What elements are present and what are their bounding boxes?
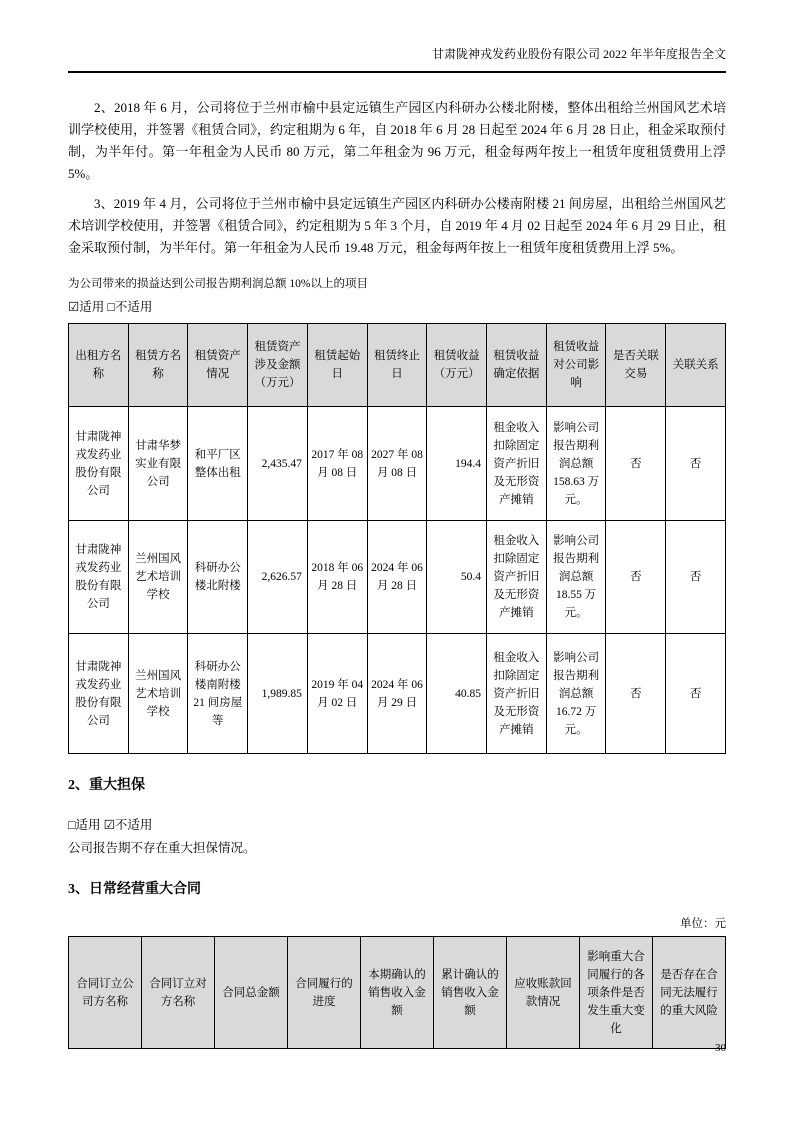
col-header-related-relation: 关联关系 xyxy=(666,324,726,407)
col-header-contract-progress: 合同履行的进度 xyxy=(288,937,361,1049)
contract-table xyxy=(68,936,726,1049)
cell-end-date: 2024 年 06 月 29 日 xyxy=(367,634,427,754)
cell-amount: 2,626.57 xyxy=(248,521,308,634)
col-header-contract-total: 合同总金额 xyxy=(215,937,288,1049)
col-header-receivables: 应收账款回款情况 xyxy=(507,937,580,1049)
col-header-asset-amount: 租赁资产涉及金额（万元） xyxy=(248,324,308,407)
cell-start-date: 2019 年 04 月 02 日 xyxy=(307,634,367,754)
profit-applicable-checkline: ☑适用 □不适用 xyxy=(68,300,153,314)
guarantee-applicable-checkline: □适用 ☑不适用 xyxy=(68,818,153,832)
cell-end-date: 2027 年 08 月 08 日 xyxy=(367,407,427,521)
cell-amount: 1,989.85 xyxy=(248,634,308,754)
cell-income-impact: 影响公司报告期利润总额 158.63 万元。 xyxy=(546,407,606,521)
cell-income: 40.85 xyxy=(427,634,487,754)
cell-start-date: 2017 年 08 月 08 日 xyxy=(307,407,367,521)
col-header-lease-income: 租赁收益（万元） xyxy=(427,324,487,407)
col-header-contract-company: 合同订立公司方名称 xyxy=(69,937,142,1049)
cell-amount: 2,435.47 xyxy=(248,407,308,521)
guarantee-note: 公司报告期不存在重大担保情况。 xyxy=(68,841,256,855)
col-header-contract-counterparty: 合同订立对方名称 xyxy=(142,937,215,1049)
col-header-major-change: 影响重大合同履行的各项条件是否发生重大变化 xyxy=(580,937,653,1049)
section-heading-daily-contracts: 3、日常经营重大合同 xyxy=(68,882,201,897)
lease-table-row xyxy=(69,634,726,754)
col-header-performance-risk: 是否存在合同无法履行的重大风险 xyxy=(653,937,726,1049)
report-header-title: 甘肃陇神戎发药业股份有限公司 2022 年半年度报告全文 xyxy=(68,46,726,73)
contract-table-header-row xyxy=(69,937,726,1049)
cell-related-relation: 否 xyxy=(666,521,726,634)
lease-table-header-row xyxy=(69,324,726,407)
cell-asset: 科研办公楼南附楼 21 间房屋等 xyxy=(188,634,248,754)
cell-related-transaction: 否 xyxy=(606,634,666,754)
cell-lessee: 兰州国风艺术培训学校 xyxy=(128,634,188,754)
col-header-cumulative-revenue: 累计确认的销售收入金额 xyxy=(434,937,507,1049)
cell-income-impact: 影响公司报告期利润总额 16.72 万元。 xyxy=(546,634,606,754)
lease-table-row xyxy=(69,521,726,634)
page-number: 30 xyxy=(715,1042,726,1054)
col-header-income-impact: 租赁收益对公司影响 xyxy=(546,324,606,407)
col-header-lease-end: 租赁终止日 xyxy=(367,324,427,407)
col-header-asset-condition: 租赁资产情况 xyxy=(188,324,248,407)
cell-asset: 科研办公楼北附楼 xyxy=(188,521,248,634)
col-header-related-transaction: 是否关联交易 xyxy=(606,324,666,407)
cell-end-date: 2024 年 06 月 28 日 xyxy=(367,521,427,634)
col-header-lease-start: 租赁起始日 xyxy=(307,324,367,407)
unit-label: 单位：元 xyxy=(680,918,726,930)
section-heading-major-guarantee: 2、重大担保 xyxy=(68,778,145,793)
cell-related-transaction: 否 xyxy=(606,407,666,521)
cell-start-date: 2018 年 06 月 28 日 xyxy=(307,521,367,634)
paragraph-lease-item-2: 2、2018 年 6 月，公司将位于兰州市榆中县定远镇生产园区内科研办公楼北附楼，整体出租给兰州国风艺术培训学校使用，并签署《租赁合同》，约定租期为 6 年，自 2018 年 6 月 28 日起至 2024 年 6 月 28 日止，租金采取预付制，为半年付。第一年租金为人民币 80 万元，第二年租金为 96 万元，租金每两年按上一租赁年度租赁费用上浮 5%。 xyxy=(68,100,726,181)
col-header-lessee-name: 租赁方名称 xyxy=(128,324,188,407)
cell-income-impact: 影响公司报告期利润总额 18.55 万元。 xyxy=(546,521,606,634)
col-header-income-basis: 租赁收益确定依据 xyxy=(487,324,547,407)
col-header-current-revenue: 本期确认的销售收入金额 xyxy=(361,937,434,1049)
cell-lessor: 甘肃陇神戎发药业股份有限公司 xyxy=(69,634,129,754)
lease-table-row xyxy=(69,407,726,521)
cell-asset: 和平厂区整体出租 xyxy=(188,407,248,521)
cell-income: 50.4 xyxy=(427,521,487,634)
cell-related-transaction: 否 xyxy=(606,521,666,634)
cell-related-relation: 否 xyxy=(666,407,726,521)
paragraph-lease-item-3: 3、2019 年 4 月，公司将位于兰州市榆中县定远镇生产园区内科研办公楼南附楼 21 间房屋，出租给兰州国风艺术培训学校使用，并签署《租赁合同》，约定租期为 5 年 3 个月，自 2019 年 4 月 02 日起至 2024 年 6 月 29 日止，租金采取预付制，为半年付。第一年租金为人民币 19.48 万元，租金每两年按上一租赁年度租赁费用上浮 5%。 xyxy=(68,196,726,255)
cell-lessor: 甘肃陇神戎发药业股份有限公司 xyxy=(69,407,129,521)
cell-lessor: 甘肃陇神戎发药业股份有限公司 xyxy=(69,521,129,634)
cell-income-basis: 租金收入扣除固定资产折旧及无形资产摊销 xyxy=(487,407,547,521)
cell-lessee: 兰州国风艺术培训学校 xyxy=(128,521,188,634)
cell-income-basis: 租金收入扣除固定资产折旧及无形资产摊销 xyxy=(487,521,547,634)
profit-item-note: 为公司带来的损益达到公司报告期利润总额 10%以上的项目 xyxy=(68,278,368,290)
lease-table xyxy=(68,323,726,754)
cell-income: 194.4 xyxy=(427,407,487,521)
cell-related-relation: 否 xyxy=(666,634,726,754)
cell-income-basis: 租金收入扣除固定资产折旧及无形资产摊销 xyxy=(487,634,547,754)
cell-lessee: 甘肃华梦实业有限公司 xyxy=(128,407,188,521)
col-header-lessor-name: 出租方名称 xyxy=(69,324,129,407)
